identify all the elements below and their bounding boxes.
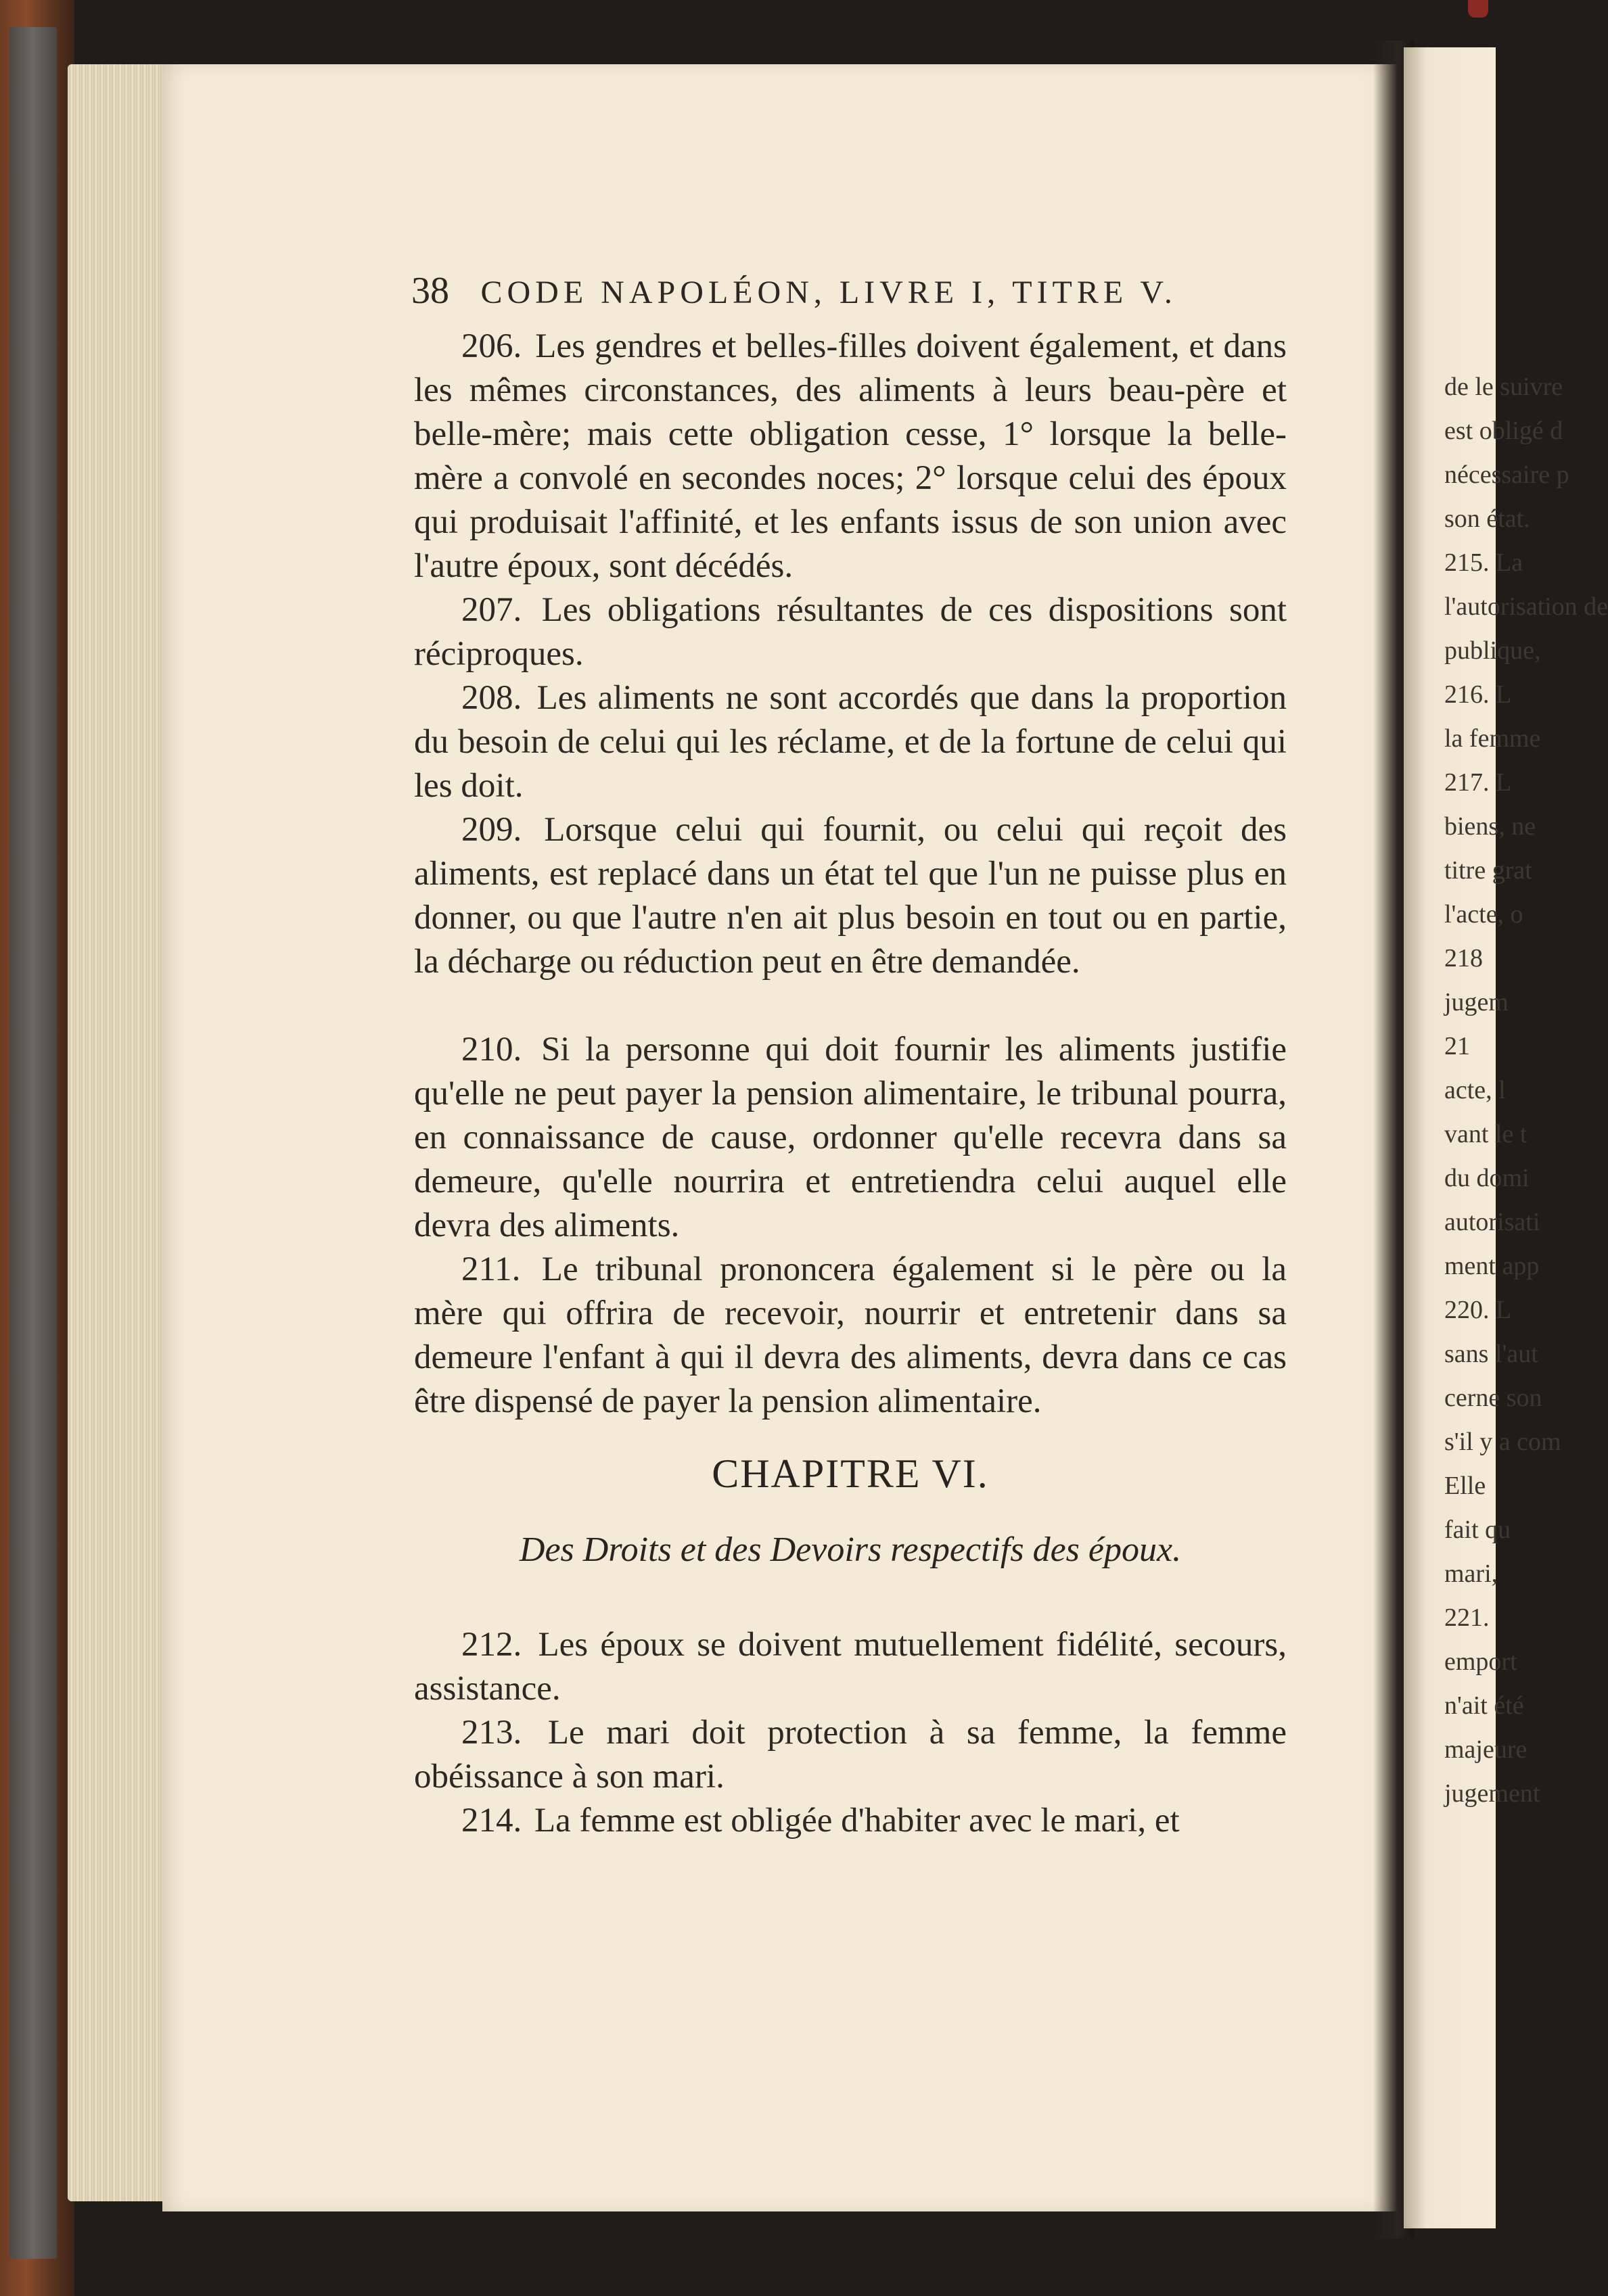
facing-line: Elle	[1444, 1472, 1486, 1500]
article-number: 214.	[461, 1802, 522, 1840]
article-212	[414, 1623, 1287, 1711]
facing-line: majeure	[1444, 1735, 1527, 1764]
facing-line: l'autorisation de	[1444, 592, 1608, 621]
facing-line: jugement	[1444, 1779, 1540, 1808]
article-text: Les aliments ne sont accordés que dans la proportion du besoin de celui qui les réclame, et de la fortune de celui qui les doit.	[414, 679, 1287, 805]
facing-line: acte, l	[1444, 1076, 1506, 1104]
article-text: Les obligations résultantes de ces dispositions sont réciproques.	[414, 591, 1287, 673]
chapter-title: CHAPITRE VI.	[712, 1451, 989, 1496]
article-213	[414, 1711, 1287, 1799]
article-number: 211.	[461, 1250, 521, 1288]
facing-line: 216. L	[1444, 680, 1512, 709]
article-211	[414, 1248, 1287, 1424]
facing-line: emport	[1444, 1647, 1517, 1676]
page-edges	[68, 64, 169, 2201]
article-209	[414, 808, 1287, 984]
facing-line: vant le t	[1444, 1120, 1527, 1148]
facing-line: est obligé d	[1444, 417, 1563, 445]
facing-line: son état.	[1444, 505, 1530, 533]
facing-line: ment app	[1444, 1252, 1540, 1280]
article-number: 213.	[461, 1714, 522, 1752]
page-number: 38	[411, 270, 449, 312]
facing-line: fait qu	[1444, 1516, 1511, 1544]
facing-line: biens, ne	[1444, 812, 1536, 841]
facing-line: l'acte, o	[1444, 900, 1523, 929]
article-number: 206.	[461, 327, 522, 365]
article-text: Le mari doit protection à sa femme, la femme obéissance à son mari.	[414, 1714, 1287, 1796]
article-208	[414, 676, 1287, 808]
article-number: 212.	[461, 1626, 522, 1664]
book-cover-left	[0, 0, 74, 2296]
article-206	[414, 325, 1287, 588]
facing-line: mari,	[1444, 1560, 1498, 1588]
facing-line: n'ait été	[1444, 1691, 1524, 1720]
article-number: 209.	[461, 811, 522, 849]
article-text: Les gendres et belles-filles doivent également, et dans les mêmes circonstances, des aliments à leurs beau-père et belle-mère; mais cette obligation cesse, 1° lorsque la belle-mère a convolé en secondes noces; 2° lorsque celui des époux qui produisait l'affinité, et les enfants issus de son union avec l'autre époux, sont décédés.	[414, 327, 1287, 585]
facing-line: du domi	[1444, 1164, 1530, 1192]
facing-page	[1404, 47, 1608, 2228]
page-header	[411, 269, 1287, 317]
article-text: La femme est obligée d'habiter avec le mari, et	[534, 1802, 1180, 1840]
article-number: 210.	[461, 1031, 522, 1069]
article-text: Si la personne qui doit fournir les aliments justifie qu'elle ne peut payer la pension alimentaire, le tribunal pourra, en connaissance de cause, ordonner qu'elle recevra dans sa demeure, qu'elle nourrira et entretiendra celui auquel elle devra des aliments.	[414, 1031, 1287, 1244]
chapter-subtitle: Des Droits et des Devoirs respectifs des époux.	[519, 1530, 1182, 1569]
facing-line: 218	[1444, 944, 1483, 973]
facing-line: 217. L	[1444, 768, 1512, 797]
facing-line: la femme	[1444, 724, 1541, 753]
article-text: Les époux se doivent mutuellement fidélité, secours, assistance.	[414, 1626, 1287, 1708]
facing-line: 215. La	[1444, 548, 1523, 577]
facing-line: 21	[1444, 1032, 1470, 1060]
facing-line: nécessaire p	[1444, 461, 1569, 489]
facing-line: s'il y a com	[1444, 1428, 1561, 1456]
cover-board	[9, 27, 57, 2259]
article-207	[414, 588, 1287, 676]
facing-line: 221.	[1444, 1603, 1490, 1632]
facing-line: cerne son	[1444, 1384, 1542, 1412]
facing-line: autorisati	[1444, 1208, 1540, 1236]
facing-line: sans l'aut	[1444, 1340, 1538, 1368]
article-text: Lorsque celui qui fournit, ou celui qui reçoit des aliments, est replacé dans un état tel que l'un ne puisse plus en donner, ou que l'autre n'en ait plus besoin en tout ou en partie, la décharge ou réduction peut en être demandée.	[414, 811, 1287, 981]
article-number: 208.	[461, 679, 522, 717]
facing-line: 220. L	[1444, 1296, 1512, 1324]
article-210	[414, 1028, 1287, 1248]
facing-line: titre grat	[1444, 856, 1532, 885]
article-number: 207.	[461, 591, 522, 629]
facing-line: jugem	[1444, 988, 1509, 1016]
bookmark-ribbon	[1468, 0, 1488, 18]
facing-line: publique,	[1444, 636, 1541, 665]
article-text: Le tribunal prononcera également si le père ou la mère qui offrira de recevoir, nourrir et entretenir dans sa demeure l'enfant à qui il devra des aliments, devra dans ce cas être dispensé de payer la pension alimentaire.	[414, 1250, 1287, 1420]
running-head: CODE NAPOLÉON, LIVRE I, TITRE V.	[480, 275, 1177, 310]
facing-line: de le suivre	[1444, 373, 1563, 401]
article-214	[414, 1799, 1287, 1843]
